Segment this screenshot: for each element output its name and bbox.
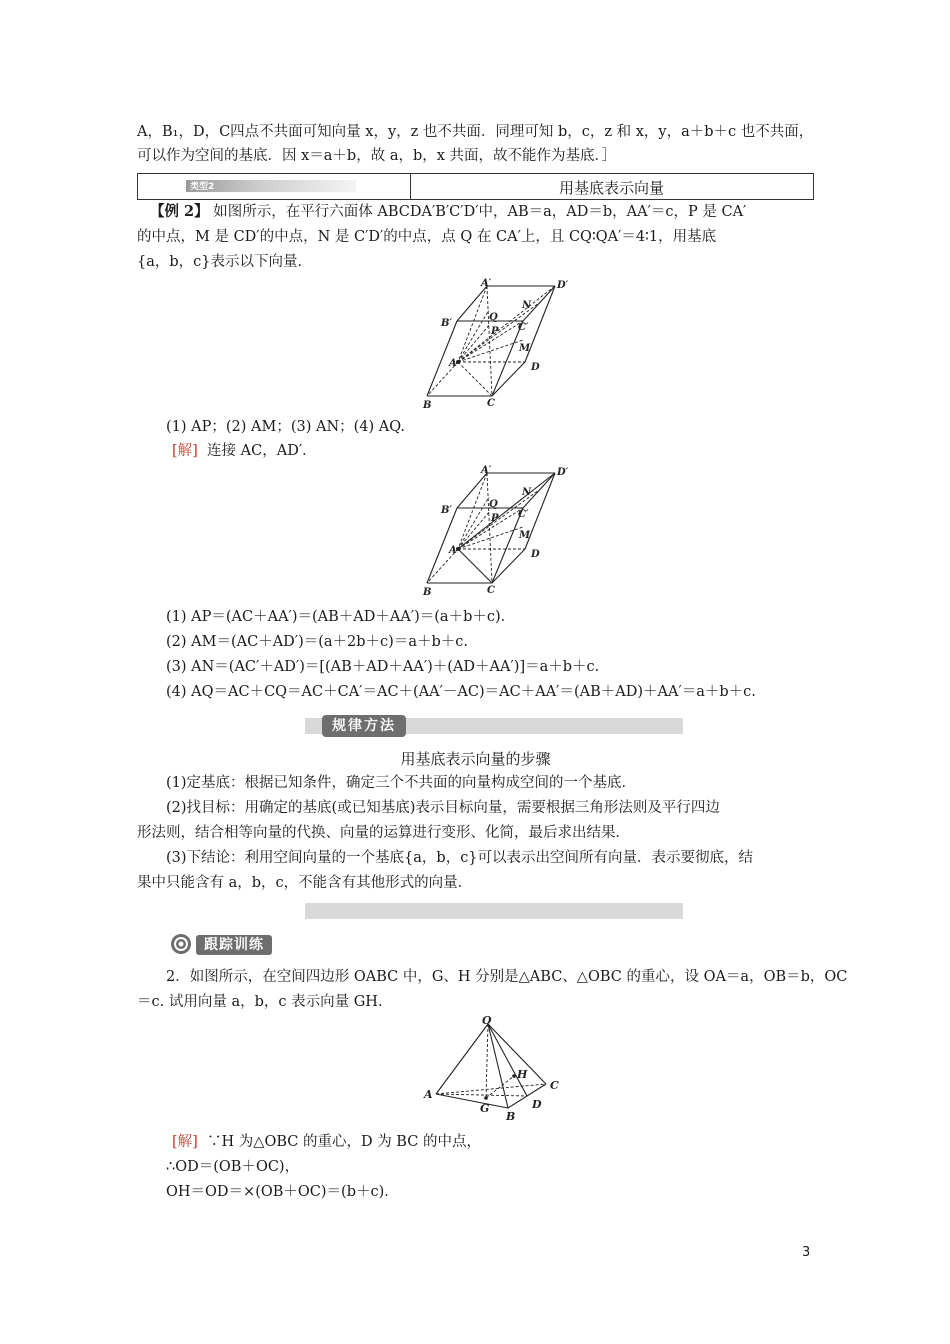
label-a1: A′ xyxy=(481,278,492,289)
solution-line xyxy=(172,441,317,461)
solution-tag: [解] xyxy=(172,443,198,459)
tetrahedron-figure xyxy=(420,1016,570,1126)
label-c: C xyxy=(550,1079,559,1092)
tracking-solution-3: OH＝OD＝×(OB＋OC)＝(b＋c)． xyxy=(166,1184,399,1200)
method-band-bottom xyxy=(305,903,683,919)
answer-2: (2) AM＝(AC＋AD′)＝(a＋2b＋c)＝a＋b＋c. xyxy=(166,634,468,650)
label-n: N xyxy=(522,300,532,311)
tracking-label xyxy=(170,933,288,957)
tracking-label-text: 跟踪训练 xyxy=(196,935,272,955)
label-g: G xyxy=(480,1102,490,1115)
questions-line: (1) AP；(2) AM；(3) AN；(4) AQ. xyxy=(166,419,406,435)
example-line-3: {a，b，c}表示以下向量． xyxy=(137,254,312,270)
tracking-solution-text-1: ∵H 为△OBC 的重心，D 为 BC 的中点， xyxy=(207,1134,481,1150)
label-d1: D′ xyxy=(557,467,569,478)
tracking-solution-tag: [解] xyxy=(172,1134,198,1150)
label-d: D xyxy=(531,549,540,560)
label-b1: B′ xyxy=(441,505,453,516)
label-b: B xyxy=(423,587,432,598)
method-step-3b: 果中只能含有 a，b，c，不能含有其他形式的向量． xyxy=(137,875,473,891)
label-q: Q xyxy=(489,312,498,323)
page-number: 3 xyxy=(802,1245,811,1260)
answer-3: (3) AN＝(AC′＋AD′)＝[(AB＋AD＋AA′)＋(AD＋AA′)]＝a＋b＋c. xyxy=(166,659,600,675)
label-c1: C′ xyxy=(518,322,529,333)
label-p: P xyxy=(491,513,499,524)
label-a: A xyxy=(449,545,457,556)
type-title: 用基底表示向量 xyxy=(558,179,664,197)
example-line-1 xyxy=(150,202,746,222)
label-m: M xyxy=(519,530,531,541)
example-text-1: 如图所示，在平行六面体 ABCDA′B′C′D′中，AB＝a，AD＝b，AA′＝c，P 是 CA′ xyxy=(213,204,747,220)
label-h: H xyxy=(517,1068,528,1081)
target-icon xyxy=(170,933,192,955)
label-q: Q xyxy=(489,499,498,510)
type-badge-label: 类型2 xyxy=(190,182,215,192)
tracking-problem-1: 2．如图所示，在空间四边形 OABC 中，G、H 分别是△ABC、△OBC 的重心，设 OA＝a，OB＝b，OC xyxy=(166,969,848,985)
type-badge xyxy=(186,180,356,192)
label-o: O xyxy=(482,1016,492,1027)
label-b1: B′ xyxy=(441,318,453,329)
example-label: 【例 2】 xyxy=(150,203,209,220)
parallelepiped-solution-figure xyxy=(415,465,575,600)
tracking-problem-2: ＝c. 试用向量 a，b，c 表示向量 GH. xyxy=(137,994,383,1010)
method-step-3a: (3)下结论：利用空间向量的一个基底{a，b，c}可以表示出空间所有向量．表示要彻底，结 xyxy=(166,850,754,866)
tracking-solution-1 xyxy=(172,1132,481,1152)
label-a: A xyxy=(424,1088,433,1101)
intro-line-1: A，B₁，D，C四点不共面可知向量 x，y，z 也不共面．同理可知 b，c，z 和 x，y，a＋b＋c 也不共面， xyxy=(137,124,814,140)
label-n: N xyxy=(522,487,532,498)
label-a1: A′ xyxy=(481,465,492,476)
label-c1: C′ xyxy=(518,509,529,520)
method-band-label: 规律方法 xyxy=(322,715,406,737)
label-a: A xyxy=(449,358,457,369)
example-line-2: 的中点，M 是 CD′的中点，N 是 C′D′的中点，点 Q 在 CA′上，且 CQ∶QA′＝4∶1，用基底 xyxy=(137,229,717,245)
label-c: C xyxy=(487,398,495,409)
method-step-2b: 形法则，结合相等向量的代换、向量的运算进行变形、化简，最后求出结果． xyxy=(137,825,630,841)
answer-1: (1) AP＝(AC＋AA′)＝(AB＋AD＋AA′)＝(a＋b＋c)． xyxy=(166,609,516,625)
label-b: B xyxy=(423,400,432,411)
label-m: M xyxy=(519,343,531,354)
type-header-bar xyxy=(137,173,814,200)
method-step-2a: (2)找目标：用确定的基底(或已知基底)表示目标向量，需要根据三角形法则及平行四边 xyxy=(166,800,720,816)
tracking-solution-2: ∴OD＝(OB＋OC)， xyxy=(166,1159,300,1175)
label-p: P xyxy=(491,326,499,337)
label-d: D xyxy=(532,1098,542,1111)
method-step-1: (1)定基底：根据已知条件，确定三个不共面的向量构成空间的一个基底． xyxy=(166,775,637,791)
label-d1: D′ xyxy=(557,280,569,291)
intro-line-2: 可以作为空间的基底．因 x＝a＋b，故 a，b，x 共面，故不能作为基底．］ xyxy=(137,148,617,164)
answer-4: (4) AQ＝AC＋CQ＝AC＋CA′＝AC＋(AA′－AC)＝AC＋AA′＝(AB＋AD)＋AA′＝a＋b＋c. xyxy=(166,684,756,700)
method-title: 用基底表示向量的步骤 xyxy=(400,750,551,768)
label-d: D xyxy=(531,362,540,373)
label-b: B xyxy=(506,1110,516,1123)
parallelepiped-figure xyxy=(415,278,575,413)
label-c: C xyxy=(487,585,495,596)
solution-text: 连接 AC，AD′． xyxy=(207,443,317,459)
